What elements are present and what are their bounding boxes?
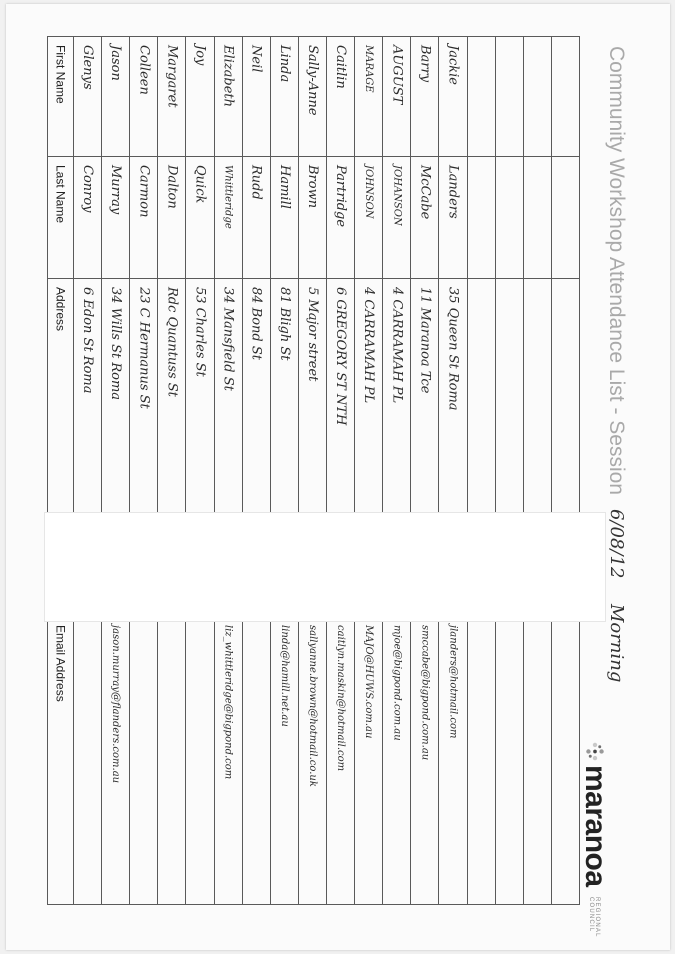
- email-cell: [130, 617, 158, 905]
- email-cell: [523, 617, 551, 905]
- last-name-cell: [495, 157, 523, 279]
- last-name-cell: Murray: [102, 157, 130, 279]
- address-cell: 84 Bond St: [242, 279, 270, 617]
- email-cell: sallyanne.brown@hotmail.co.uk: [298, 617, 326, 905]
- address-cell: 6 Edon St Roma: [74, 279, 102, 617]
- address-cell: 5 Major street: [298, 279, 326, 617]
- first-name-cell: Colleen: [130, 37, 158, 157]
- email-cell: [551, 617, 579, 905]
- email-cell: [158, 617, 186, 905]
- last-name-cell: McCabe: [411, 157, 439, 279]
- session-time: Morning: [606, 604, 627, 683]
- council-logo: [578, 742, 612, 954]
- last-name-row: [48, 157, 580, 279]
- first-name-cell: Linda: [270, 37, 298, 157]
- last-name-cell: [551, 157, 579, 279]
- email-cell: jlanders@hotmail.com: [439, 617, 467, 905]
- email-row: [48, 617, 580, 905]
- last-name-cell: [467, 157, 495, 279]
- email-cell: [186, 617, 214, 905]
- first-name-cell: MARAGE: [355, 37, 383, 157]
- address-cell: 81 Bligh St: [270, 279, 298, 617]
- email-cell: liz_whittleridge@bigpond.com: [214, 617, 242, 905]
- logo-tagline: REGIONAL COUNCIL: [588, 896, 600, 937]
- email-cell: smccabe@bigpond.com.au: [411, 617, 439, 905]
- first-name-cell: Joy: [186, 37, 214, 157]
- last-name-cell: Conroy: [74, 157, 102, 279]
- first-name-header: First Name: [48, 37, 74, 157]
- first-name-cell: Glenys: [74, 37, 102, 157]
- address-cell: 34 Wills St Roma: [102, 279, 130, 617]
- first-name-cell: Jason: [102, 37, 130, 157]
- first-name-cell: Sally-Anne: [298, 37, 326, 157]
- last-name-cell: Quick: [186, 157, 214, 279]
- email-cell: linda@hamill.net.au: [270, 617, 298, 905]
- first-name-cell: Neil: [242, 37, 270, 157]
- session-date: 6/08/12: [606, 508, 627, 579]
- first-name-cell: [551, 37, 579, 157]
- first-name-row: [48, 37, 580, 157]
- address-cell: 4 CARRAMAH PL: [355, 279, 383, 617]
- attendance-table: [47, 36, 580, 905]
- sheet-title: Community Workshop Attendance List - Session: [605, 46, 628, 495]
- last-name-cell: Rudd: [242, 157, 270, 279]
- address-cell: 35 Queen St Roma: [439, 279, 467, 617]
- last-name-cell: Dalton: [158, 157, 186, 279]
- last-name-cell: Hamill: [270, 157, 298, 279]
- email-cell: [242, 617, 270, 905]
- first-name-cell: Caitlin: [326, 37, 354, 157]
- address-cell: 34 Mansfield St: [214, 279, 242, 617]
- address-cell: Rdc Quantuss St: [158, 279, 186, 617]
- last-name-cell: JOHNSON: [355, 157, 383, 279]
- address-cell: 53 Charles St: [186, 279, 214, 617]
- first-name-cell: Elizabeth: [214, 37, 242, 157]
- last-name-cell: Landers: [439, 157, 467, 279]
- first-name-cell: [523, 37, 551, 157]
- first-name-cell: [495, 37, 523, 157]
- address-cell: 11 Maranoa Tce: [411, 279, 439, 617]
- email-cell: [74, 617, 102, 905]
- first-name-cell: [467, 37, 495, 157]
- last-name-cell: Whittleridge: [214, 157, 242, 279]
- first-name-cell: Margaret: [158, 37, 186, 157]
- maranoa-flower-icon: [582, 742, 608, 761]
- logo-name: maranoa: [579, 764, 612, 887]
- address-header: Address: [48, 279, 74, 617]
- email-cell: mjoe@bigpond.com.au: [383, 617, 411, 905]
- last-name-cell: [523, 157, 551, 279]
- last-name-cell: JOHANSON: [383, 157, 411, 279]
- first-name-cell: Jackie: [439, 37, 467, 157]
- email-cell: MAJO@HUWS.com.au: [355, 617, 383, 905]
- last-name-header: Last Name: [48, 157, 74, 279]
- email-cell: caitlyn.maskin@hotmail.com: [326, 617, 354, 905]
- address-cell: 23 C Hermanus St: [130, 279, 158, 617]
- sheet-heading: [604, 46, 628, 682]
- email-cell: [467, 617, 495, 905]
- first-name-cell: Barry: [411, 37, 439, 157]
- first-name-cell: AUGUST: [383, 37, 411, 157]
- last-name-cell: Partridge: [326, 157, 354, 279]
- redaction-box: [44, 512, 606, 622]
- email-header: Email Address: [48, 617, 74, 905]
- email-cell: jason.murray@flanders.com.au: [102, 617, 130, 905]
- last-name-cell: Brown: [298, 157, 326, 279]
- last-name-cell: Carmon: [130, 157, 158, 279]
- address-cell: 4 CARRAMAH PL: [383, 279, 411, 617]
- email-cell: [495, 617, 523, 905]
- address-cell: 6 GREGORY ST NTH: [326, 279, 354, 617]
